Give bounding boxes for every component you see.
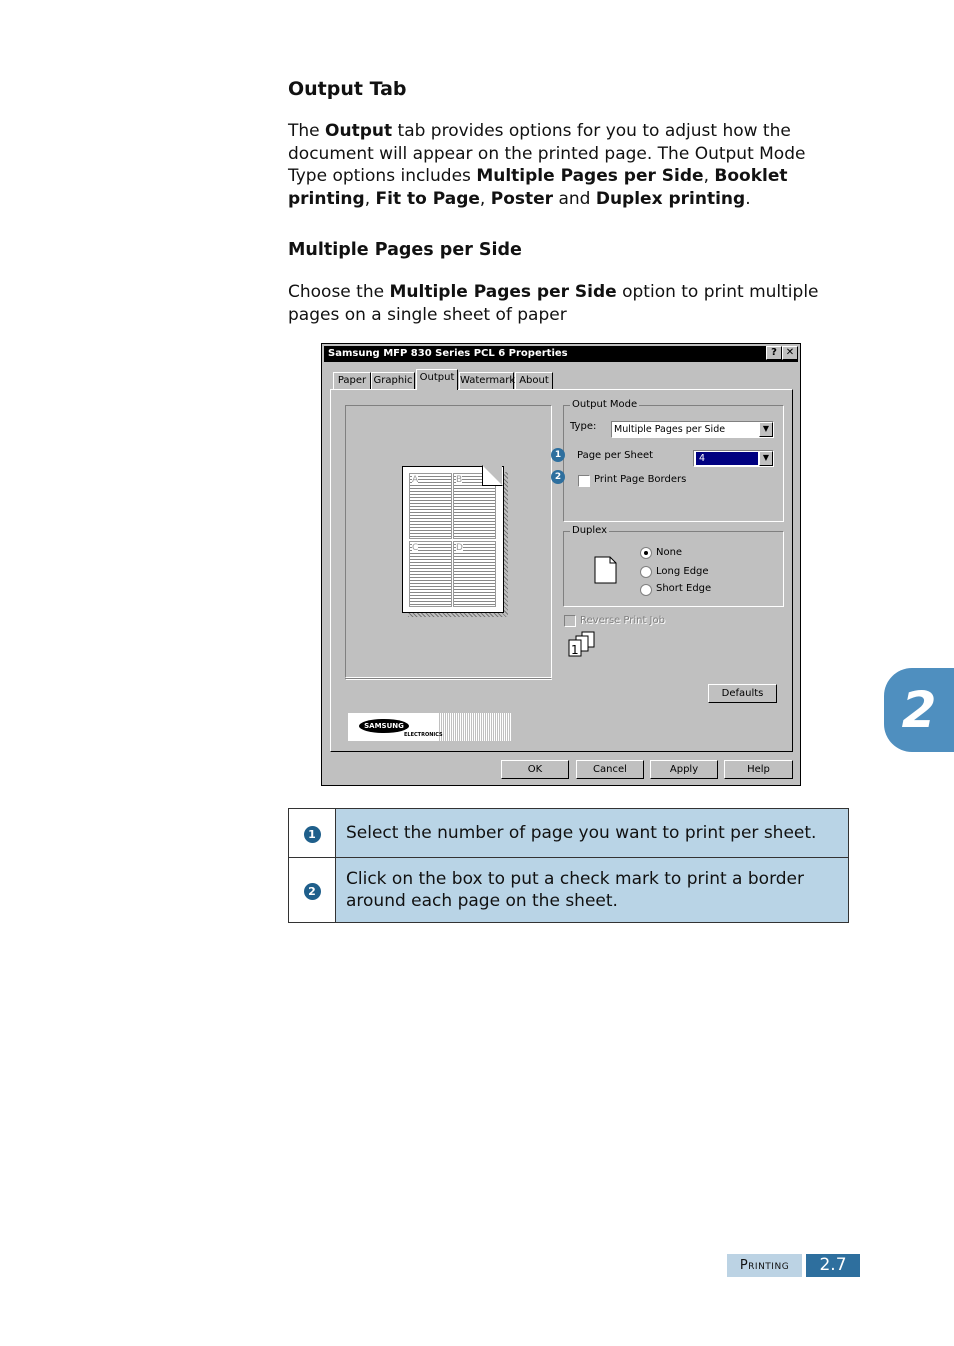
reverse-print-checkbox[interactable]: [564, 615, 576, 627]
duplex-short-edge-radio[interactable]: [640, 584, 652, 596]
table-row: [289, 809, 849, 858]
output-tab-panel: [330, 389, 793, 752]
tab-paper[interactable]: Paper: [333, 372, 371, 389]
dialog-title: Samsung MFP 830 Series PCL 6 Properties: [328, 348, 568, 359]
type-select[interactable]: [611, 421, 774, 438]
pps-select-value: 4: [696, 452, 758, 465]
chapter-tab: 2: [884, 668, 954, 752]
duplex-long-edge-radio[interactable]: [640, 566, 652, 578]
chevron-down-icon[interactable]: ▼: [759, 451, 773, 466]
print-borders-checkbox[interactable]: [578, 475, 590, 487]
apply-button[interactable]: Apply: [650, 760, 718, 779]
help-button[interactable]: Help: [724, 760, 793, 779]
page-fold-inner: [483, 466, 502, 485]
quad-label-d: D: [456, 543, 463, 553]
chevron-down-icon[interactable]: ▼: [759, 422, 773, 437]
duplex-short-edge-label: Short Edge: [656, 583, 712, 594]
callout-badge-1: 1: [304, 826, 321, 843]
properties-dialog: [321, 343, 801, 786]
close-icon[interactable]: ✕: [782, 346, 798, 360]
samsung-logo-banner: [348, 713, 511, 741]
type-label: Type:: [570, 421, 597, 432]
footer-section-label: Printing: [739, 1258, 790, 1273]
duplex-long-edge-label: Long Edge: [656, 566, 709, 577]
ok-button[interactable]: OK: [501, 760, 569, 779]
duplex-none-radio[interactable]: [640, 547, 652, 559]
tab-watermark[interactable]: Watermark: [459, 372, 514, 389]
cancel-button[interactable]: Cancel: [576, 760, 644, 779]
defaults-button[interactable]: Defaults: [708, 684, 777, 703]
help-icon[interactable]: ?: [766, 346, 782, 360]
callout-table: [288, 808, 849, 923]
table-cell-text-2: Click on the box to put a check mark to print a border around each page on the sheet.: [336, 858, 849, 923]
tab-about[interactable]: About: [515, 372, 553, 389]
output-mode-label: Output Mode: [572, 399, 638, 410]
print-borders-label: Print Page Borders: [594, 474, 687, 485]
tab-graphic[interactable]: Graphic: [371, 372, 415, 389]
page-preview: [345, 405, 552, 678]
quad-label-a: A: [412, 475, 419, 485]
table-row: [289, 858, 849, 923]
choose-paragraph: Choose the Multiple Pages per Side option to print multiple pages on a single sheet of paper: [288, 282, 819, 325]
electronics-label: ELECTRONICS: [404, 732, 443, 738]
divider-line: [345, 678, 552, 680]
quad-label-c: C: [412, 543, 419, 553]
quad-label-b: B: [456, 475, 463, 485]
pps-select[interactable]: [693, 450, 774, 467]
samsung-logo: SAMSUNG: [359, 719, 409, 733]
duplex-label: Duplex: [572, 525, 608, 536]
svg-text:1: 1: [571, 643, 579, 657]
dialog-title-bar: [324, 346, 798, 362]
preview-sheet: [402, 466, 504, 613]
footer-section: [727, 1254, 802, 1277]
tab-output[interactable]: Output: [416, 369, 458, 390]
duplex-group: [563, 525, 784, 607]
page-order-icon: [568, 631, 602, 659]
callout-1: 1: [551, 448, 565, 462]
pps-label: Page per Sheet: [577, 450, 654, 461]
table-cell-text-1: Select the number of page you want to print per sheet.: [336, 809, 849, 858]
callout-2: 2: [551, 470, 565, 484]
callout-badge-2: 2: [304, 883, 321, 900]
section-heading: Output Tab: [288, 78, 407, 100]
subsection-heading: Multiple Pages per Side: [288, 240, 522, 260]
type-select-value: Multiple Pages per Side: [614, 424, 726, 435]
reverse-print-label: Reverse Print Job: [580, 615, 665, 626]
output-mode-group: [563, 399, 784, 522]
footer-page-number: 2.7: [806, 1254, 860, 1277]
page-icon: [594, 556, 618, 584]
intro-paragraph: The Output tab provides options for you to adjust how the document will appear on the printed page. The Output Mode Type options includes Multiple Pages per Side, Booklet printing, Fit to Page, Poster and Duplex printing.: [288, 121, 806, 209]
duplex-none-label: None: [656, 547, 683, 558]
